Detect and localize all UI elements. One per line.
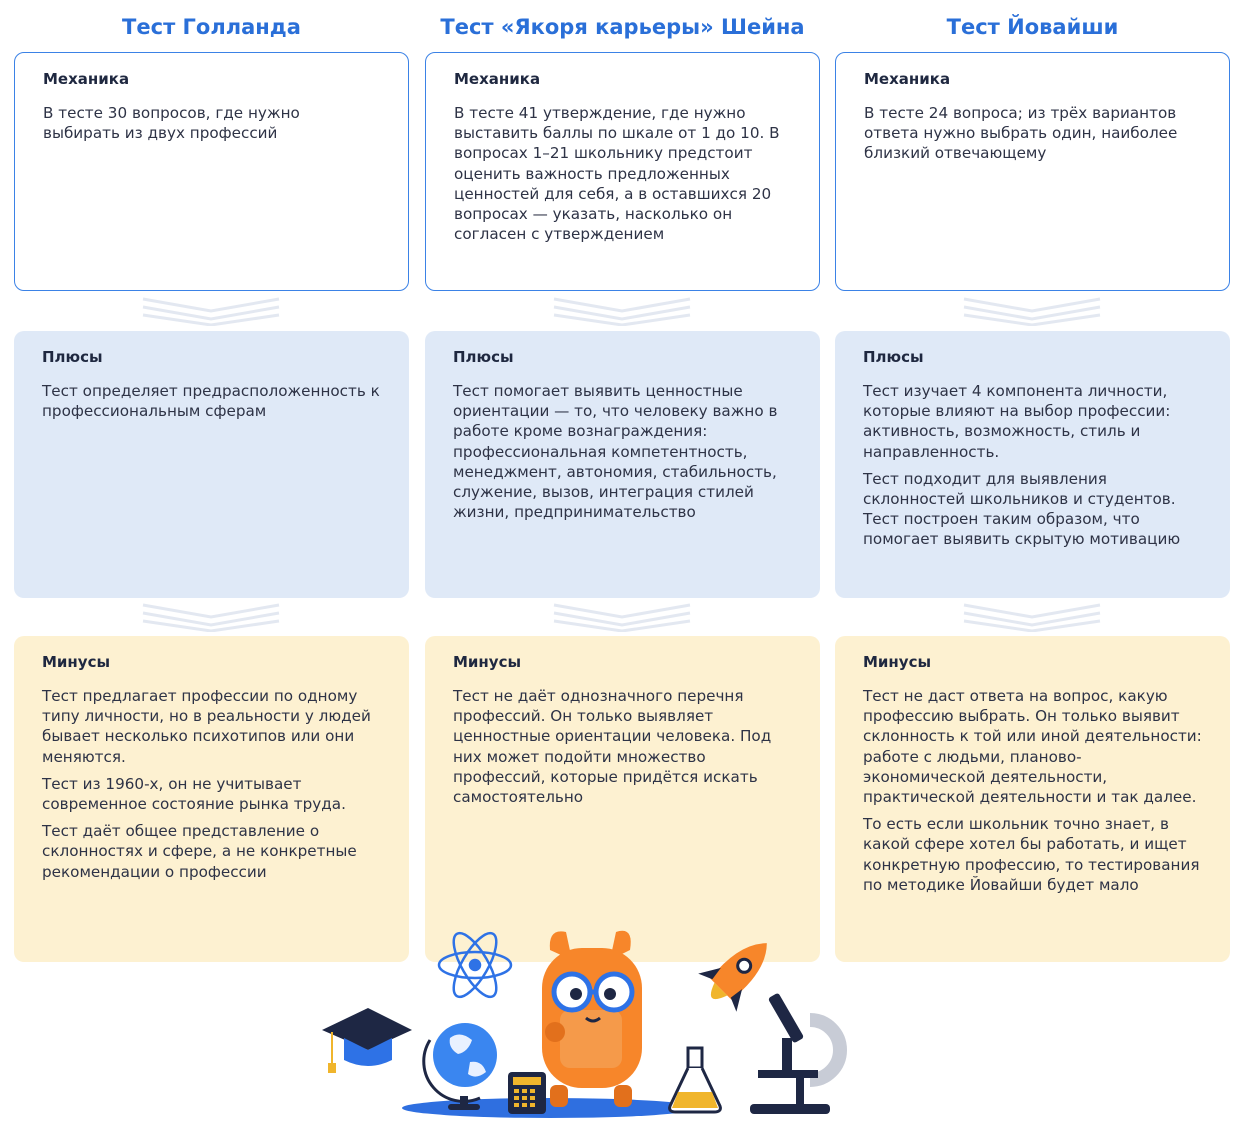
card-text: Тест определяет предрасположенность к профессиональным сферам bbox=[42, 382, 380, 421]
card-heading: Минусы bbox=[863, 653, 932, 671]
holland-pros-card bbox=[14, 331, 409, 598]
education-illustration bbox=[310, 920, 870, 1125]
holland-mechanics-card bbox=[14, 52, 409, 291]
chevron-down-icon bbox=[141, 602, 281, 632]
card-heading: Минусы bbox=[453, 653, 522, 671]
schein-mechanics-card bbox=[425, 52, 820, 291]
atom-icon bbox=[439, 927, 511, 1002]
card-text: Тест не даст ответа на вопрос, какую профессию выбрать. Он только выявит склонность к той или иной деятельности: работе с людьми, планово-экономической деятельности, практической деятельности и так далее. bbox=[863, 687, 1202, 807]
card-text: Тест подходит для выявления склонностей школьников и студентов. Тест построен таким образом, что помогает выявить скрытую мотивацию bbox=[863, 469, 1181, 549]
jovaishi-cons-card bbox=[835, 636, 1230, 962]
card-text: Тест даёт общее представление о склонностях и сфере, а не конкретные рекомендации о профессии bbox=[42, 822, 357, 881]
card-heading: Механика bbox=[43, 70, 130, 88]
card-text: Тест из 1960-х, он не учитывает современное состояние рынка труда. bbox=[42, 774, 346, 814]
card-text: Тест не даёт однозначного перечня профессий. Он только выявляет ценностные ориентации человека. Под них может подойти множество профессий, которые придётся искать самостоятельно bbox=[453, 687, 772, 807]
column-title-jovaishi: Тест Йовайши bbox=[946, 15, 1119, 39]
card-heading: Плюсы bbox=[453, 348, 514, 366]
globe-icon bbox=[424, 1023, 497, 1110]
card-text: То есть если школьник точно знает, в какой сфере хотел бы работать, и ищет конкретную профессию, то тестирования по методике Йовайши будет мало bbox=[863, 815, 1200, 894]
jovaishi-mechanics-card bbox=[835, 52, 1230, 291]
microscope-icon bbox=[750, 992, 840, 1114]
card-text: В тесте 24 вопроса; из трёх вариантов ответа нужно выбрать один, наиболее близкий отвечающему bbox=[864, 104, 1178, 163]
card-heading: Плюсы bbox=[863, 348, 924, 366]
card-heading: Плюсы bbox=[42, 348, 103, 366]
card-text: В тесте 30 вопросов, где нужно выбирать из двух профессий bbox=[43, 104, 300, 143]
card-heading: Механика bbox=[454, 70, 541, 88]
card-heading: Механика bbox=[864, 70, 951, 88]
chevron-down-icon bbox=[141, 296, 281, 326]
card-text: Тест помогает выявить ценностные ориентации — то, что человеку важно в работе кроме вознаграждения: профессиональная компетентность, менеджмент, автономия, стабильность, служение, вызов, интеграция стилей жизни, предпринимательство bbox=[453, 382, 778, 522]
jovaishi-pros-card bbox=[835, 331, 1230, 598]
card-heading: Минусы bbox=[42, 653, 111, 671]
chevron-down-icon bbox=[962, 602, 1102, 632]
calculator-icon bbox=[508, 1072, 546, 1114]
flask-icon bbox=[670, 1048, 721, 1112]
chevron-down-icon bbox=[962, 296, 1102, 326]
column-title-holland: Тест Голланда bbox=[122, 15, 301, 39]
schein-pros-card bbox=[425, 331, 820, 598]
graduation-cap-icon bbox=[322, 1008, 412, 1073]
card-text: В тесте 41 утверждение, где нужно выставить баллы по шкале от 1 до 10. В вопросах 1–21 школьнику предстоит оценить важность предложенных ценностей для себя, а в оставшихся 20 вопросах — указать, насколько он согласен с утверждением bbox=[454, 104, 780, 244]
chevron-down-icon bbox=[552, 602, 692, 632]
schein-cons-card bbox=[425, 636, 820, 962]
holland-cons-card bbox=[14, 636, 409, 962]
mascot-icon bbox=[542, 931, 642, 1107]
card-text: Тест предлагает профессии по одному типу личности, но в реальности у людей бывает несколько психотипов или они меняются. bbox=[42, 687, 371, 766]
column-title-schein: Тест «Якоря карьеры» Шейна bbox=[440, 15, 805, 39]
card-text: Тест изучает 4 компонента личности, которые влияют на выбор профессии: активность, возможность, стиль и направленность. bbox=[863, 382, 1171, 461]
chevron-down-icon bbox=[552, 296, 692, 326]
